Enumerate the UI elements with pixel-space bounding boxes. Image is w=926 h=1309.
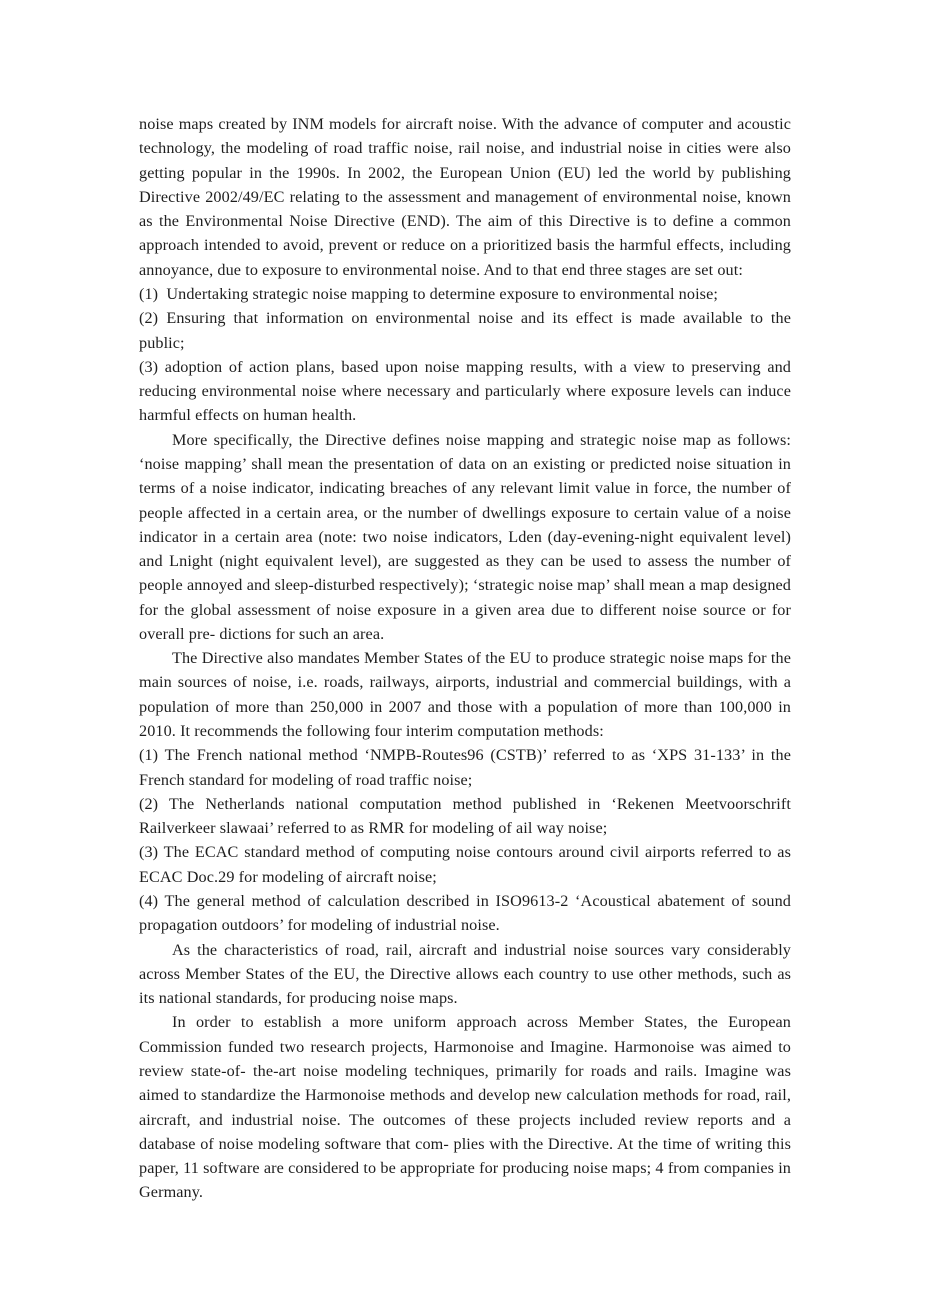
text-column [139, 112, 791, 1205]
paragraph-definitions: More specifically, the Directive defines noise mapping and strategic noise map as follows: ‘noise mapping’ shall mean the presentation of data on an existing or predicted noise situation in terms of a noise indicator, indicating breaches of any relevant limit value in force, the number of people affected in a certain area, or the number of dwellings exposure to certain value of a noise indicator in a certain area (note: two noise indicators, Lden (day-evening-night equivalent level) and Lnight (night equivalent level), are suggested as they can be used to assess the number of people annoyed and sleep-disturbed respectively); ‘strategic noise map’ shall mean a map designed for the global assessment of noise exposure in a given area due to different noise source or for overall pre- dictions for such an area. [139, 430, 791, 643]
list-item-method-2: (2) The Netherlands national computation method published in ‘Rekenen Meetvoorschrift Railverkeer slawaai’ referred to as RMR for modeling of ail way noise; [139, 794, 791, 838]
paragraph-characteristics: As the characteristics of road, rail, aircraft and industrial noise sources vary considerably across Member States of the EU, the Directive allows each country to use other methods, such as its national standards, for producing noise maps. [139, 940, 791, 1008]
paragraph-mandates: The Directive also mandates Member States of the EU to produce strategic noise maps for the main sources of noise, i.e. roads, railways, airports, industrial and commercial buildings, with a population of more than 250,000 in 2007 and those with a population of more than 100,000 in 2010. It recommends the following four interim computation methods: [139, 649, 791, 741]
list-item-stage-2: (2) Ensuring that information on environmental noise and its effect is made available to the public; [139, 309, 791, 352]
list-item-stage-1: (1) Undertaking strategic noise mapping to determine exposure to environmental noise; [139, 284, 718, 303]
list-item-stage-3: (3) adoption of action plans, based upon noise mapping results, with a view to preserving and reducing environmental noise where necessary and particularly where exposure levels can induce harmful effects on human health. [139, 357, 791, 425]
list-item-method-4: (4) The general method of calculation described in ISO9613-2 ‘Acoustical abatement of sound propagation outdoors’ for modeling of industrial noise. [139, 892, 791, 935]
list-item-method-1: (1) The French national method ‘NMPB-Routes96 (CSTB)’ referred to as ‘XPS 31-133’ in the French standard for modeling of road traffic noise; [139, 746, 791, 789]
paragraph-harmonoise-imagine: In order to establish a more uniform approach across Member States, the European Commission funded two research projects, Harmonoise and Imagine. Harmonoise was aimed to review state-of- the-art noise modeling techniques, primarily for roads and rails. Imagine was aimed to standardize the Harmonoise methods and develop new calculation methods for road, rail, aircraft, and industrial noise. The outcomes of these projects included review reports and a database of noise modeling software that com- plies with the Directive. At the time of writing this paper, 11 software are considered to be appropriate for producing noise maps; 4 from companies in Germany. [139, 1013, 791, 1202]
list-item-method-3: (3) The ECAC standard method of computing noise contours around civil airports referred to as ECAC Doc.29 for modeling of aircraft noise; [139, 843, 791, 886]
paragraph-intro-continuation: noise maps created by INM models for aircraft noise. With the advance of computer and acoustic technology, the modeling of road traffic noise, rail noise, and industrial noise in cities were also getting popular in the 1990s. In 2002, the European Union (EU) led the world by publishing Directive 2002/49/EC relating to the assessment and management of environmental noise, known as the Environmental Noise Directive (END). The aim of this Directive is to define a common approach intended to avoid, prevent or reduce on a prioritized basis the harmful effects, including annoyance, due to exposure to environmental noise. And to that end three stages are set out: [139, 115, 791, 279]
